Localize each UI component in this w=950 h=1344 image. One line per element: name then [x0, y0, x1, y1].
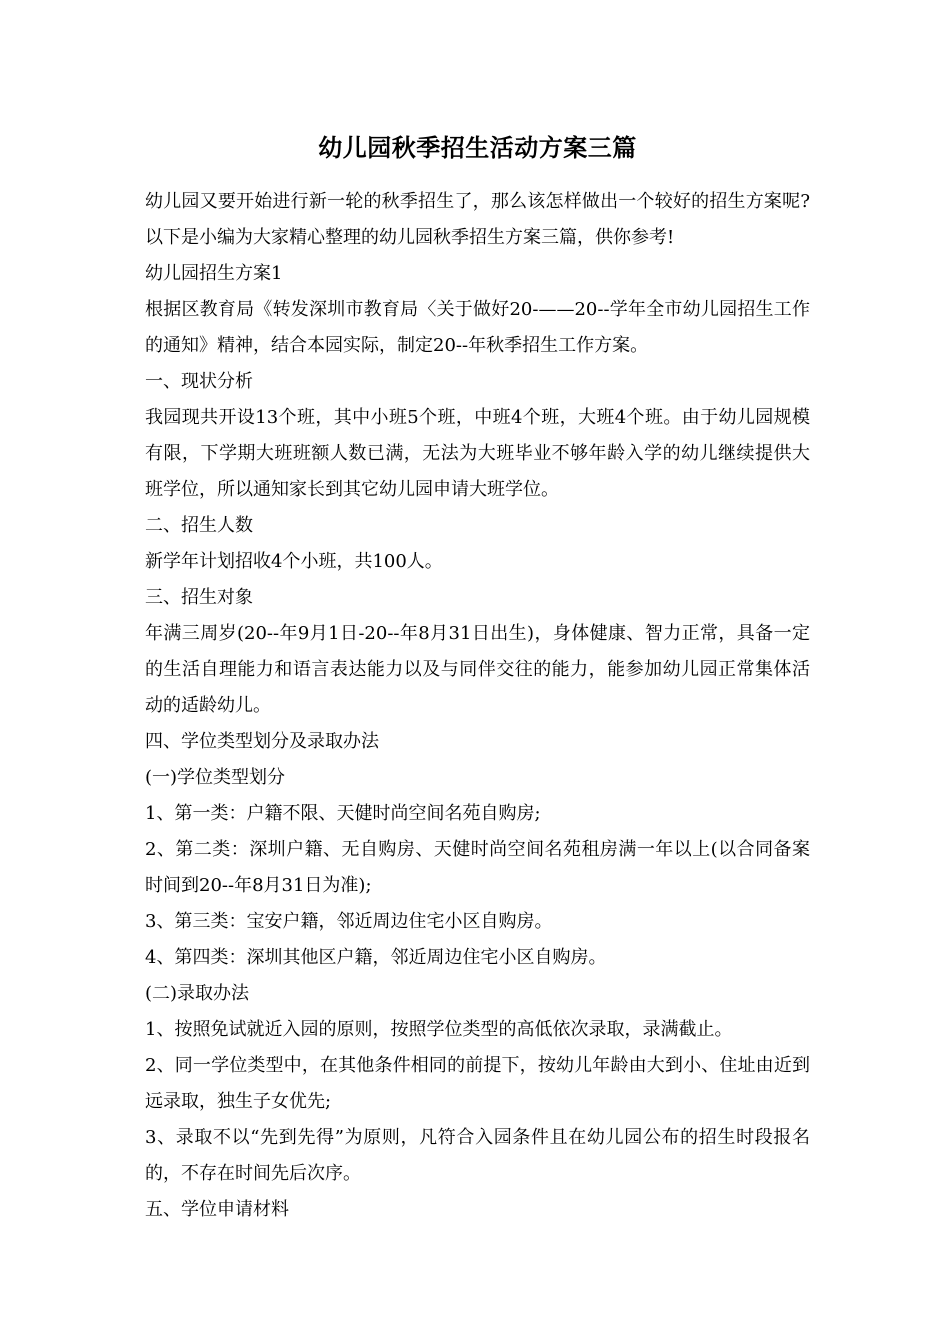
paragraph-enrollment-count: 新学年计划招收4个小班，共100人。 [145, 551, 443, 572]
list-item-type-2: 2、第二类：深圳户籍、无自购房、天健时尚空间名苑租房满一年以上(以合同备案时间到20--年8月31日为准); [145, 839, 810, 896]
list-item-admission-2: 2、同一学位类型中，在其他条件相同的前提下，按幼儿年龄由大到小、住址由近到远录取，独生子女优先; [145, 1055, 810, 1112]
list-item-type-3: 3、第三类：宝安户籍，邻近周边住宅小区自购房。 [145, 911, 553, 932]
section-heading-materials: 五、学位申请材料 [145, 1199, 289, 1220]
list-item-type-4: 4、第四类：深圳其他区户籍，邻近周边住宅小区自购房。 [145, 947, 607, 968]
paragraph-status: 我园现共开设13个班，其中小班5个班，中班4个班，大班4个班。由于幼儿园规模有限，下学期大班班额人数已满，无法为大班毕业不够年龄入学的幼儿继续提供大班学位，所以通知家长到其它幼儿园申请大班学位。 [145, 407, 810, 500]
paragraph-intro: 幼儿园又要开始进行新一轮的秋季招生了，那么该怎样做出一个较好的招生方案呢?以下是小编为大家精心整理的幼儿园秋季招生方案三篇，供你参考! [145, 191, 810, 248]
paragraph-target: 年满三周岁(20--年9月1日-20--年8月31日出生)，身体健康、智力正常，具备一定的生活自理能力和语言表达能力以及与同伴交往的能力，能参加幼儿园正常集体活动的适龄幼儿。 [145, 623, 810, 716]
section-heading-status: 一、现状分析 [145, 371, 253, 392]
list-item-admission-3: 3、录取不以“先到先得”为原则，凡符合入园条件且在幼儿园公布的招生时段报名的，不存在时间先后次序。 [145, 1127, 810, 1184]
paragraph-basis: 根据区教育局《转发深圳市教育局〈关于做好20-——20--学年全市幼儿园招生工作的通知》精神，结合本园实际，制定20--年秋季招生工作方案。 [145, 299, 810, 356]
list-item-admission-1: 1、按照免试就近入园的原则，按照学位类型的高低依次录取，录满截止。 [145, 1019, 733, 1040]
section-heading-target: 三、招生对象 [145, 587, 253, 608]
document-title: 幼儿园秋季招生活动方案三篇 [318, 133, 637, 162]
list-item-type-1: 1、第一类：户籍不限、天健时尚空间名苑自购房; [145, 803, 541, 824]
subheading-admission-method: (二)录取办法 [145, 983, 250, 1004]
section-heading-placement: 四、学位类型划分及录取办法 [145, 731, 379, 752]
document-body [145, 128, 810, 1228]
section-heading-enrollment-count: 二、招生人数 [145, 515, 253, 536]
subheading-placement-types: (一)学位类型划分 [145, 767, 286, 788]
section-heading-plan-1: 幼儿园招生方案1 [145, 263, 283, 284]
